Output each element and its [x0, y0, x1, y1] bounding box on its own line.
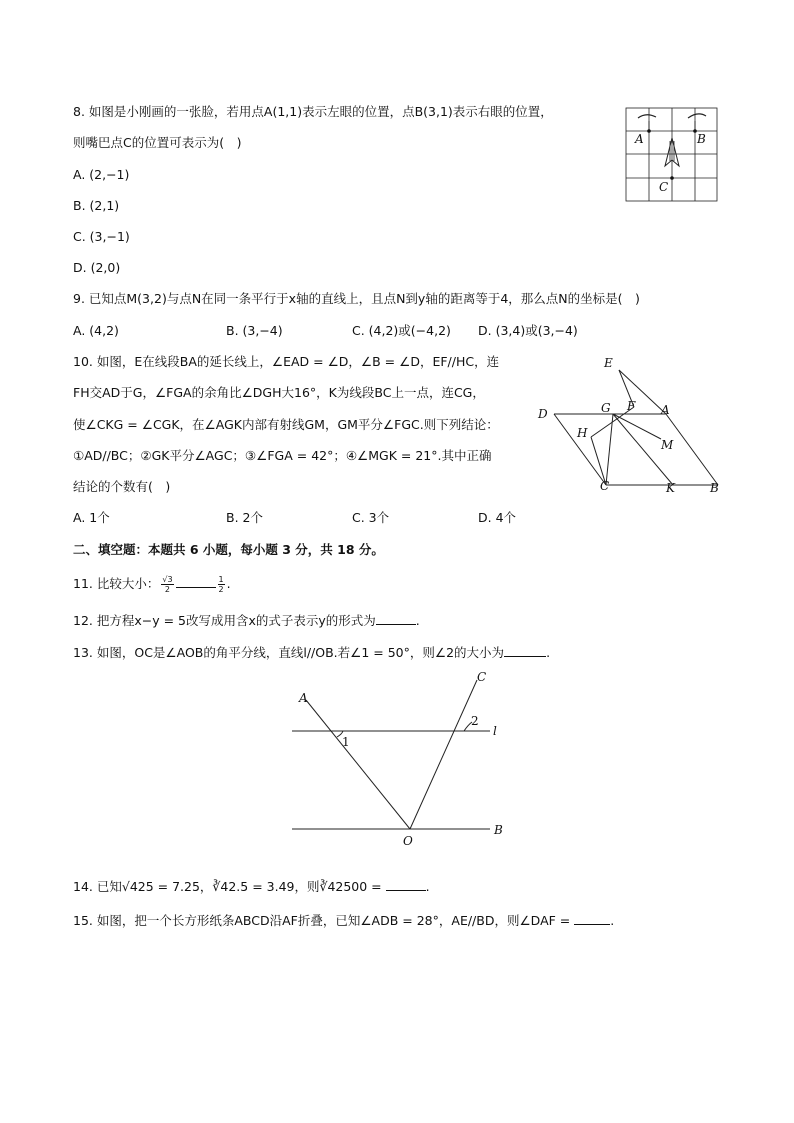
section2-heading: 二、填空题：本题共 6 小题，每小题 3 分，共 18 分。: [73, 542, 384, 557]
q9-option-a: A. (4,2): [73, 323, 119, 338]
q14-suffix: .: [425, 879, 430, 894]
q15-line: [73, 912, 614, 930]
label-e: E: [604, 356, 613, 370]
q8-option-a: A. (2,−1): [73, 167, 130, 182]
q11-answer-blank[interactable]: [176, 575, 216, 588]
q11-fraction-2: [218, 575, 225, 594]
q13-answer-blank[interactable]: [504, 644, 546, 657]
q10-stem-line5: 结论的个数有( ): [73, 479, 171, 494]
q12-line: [73, 612, 420, 630]
q11-fraction-1: [161, 575, 173, 594]
q12-stem: 12. 把方程x−y = 5改写成用含x的式子表示y的形式为: [73, 613, 376, 628]
label-c: C: [659, 180, 669, 194]
q10-option-a: A. 1个: [73, 510, 110, 525]
left-eyebrow-icon: [638, 115, 656, 118]
label-b: B: [494, 823, 503, 837]
q12-suffix: .: [415, 613, 420, 628]
q13-stem: 13. 如图，OC是∠AOB的角平分线，直线l//OB.若∠1 = 50°，则∠2的大小为: [73, 645, 505, 660]
q14-line: [73, 878, 430, 896]
point-a-dot: [647, 129, 651, 133]
q11-frac2-num: 1: [218, 575, 224, 584]
q9-stem: 9. 已知点M(3,2)与点N在同一条平行于x轴的直线上，且点N到y轴的距离等于4，那么点N的坐标是( ): [73, 291, 640, 306]
q13-geometry-figure: [290, 668, 510, 850]
q10-stem-line3: 使∠CKG = ∠CGK，在∠AGK内部有射线GM，GM平分∠FGC.则下列结论：: [73, 417, 499, 432]
label-d: D: [538, 407, 548, 421]
label-a: A: [635, 132, 644, 146]
q10-stem-line2: FH交AD于G，∠FGA的余角比∠DGH大16°，K为线段BC上一点，连CG，: [73, 385, 485, 400]
q9-option-c: C. (4,2)或(−4,2): [352, 323, 451, 338]
q8-option-c: C. (3,−1): [73, 229, 130, 244]
q8-stem-line2: 则嘴巴点C的位置可表示为( ): [73, 135, 242, 150]
label-a: A: [299, 691, 308, 705]
q9-option-b: B. (3,−4): [226, 323, 283, 338]
q10-option-c: C. 3个: [352, 510, 390, 525]
q15-answer-blank[interactable]: [574, 912, 610, 925]
label-c: C: [600, 479, 610, 493]
label-a: A: [661, 403, 670, 417]
q8-stem-line1: 8. 如图是小刚画的一张脸，若用点A(1,1)表示左眼的位置，点B(3,1)表示右眼的位置，: [73, 104, 553, 119]
q8-option-d: D. (2,0): [73, 260, 121, 275]
q12-answer-blank[interactable]: [376, 612, 416, 625]
q13-suffix: .: [546, 645, 551, 660]
q11-prefix: 11. 比较大小：: [73, 576, 160, 591]
q9-option-d: D. (3,4)或(3,−4): [478, 323, 578, 338]
q10-geometry-figure: [536, 352, 726, 498]
label-f: F: [627, 399, 636, 413]
label-b: B: [710, 481, 719, 495]
label-b: B: [697, 132, 706, 146]
label-g: G: [601, 401, 611, 415]
q15-suffix: .: [610, 913, 615, 928]
q14-stem: 14. 已知√425 = 7.25，∛42.5 = 3.49，则∛42500 =: [73, 879, 382, 894]
label-o: O: [403, 834, 413, 848]
label-l: l: [493, 724, 497, 738]
label-k: K: [666, 481, 675, 495]
q10-option-d: D. 4个: [478, 510, 517, 525]
q11-frac2-den: 2: [218, 585, 224, 594]
q10-stem-line1: 10. 如图，E在线段BA的延长线上，∠EAD = ∠D，∠B = ∠D，EF//HC，连: [73, 354, 500, 369]
q14-answer-blank[interactable]: [386, 878, 426, 891]
label-c: C: [477, 670, 487, 684]
q8-option-b: B. (2,1): [73, 198, 120, 213]
q11-line: [73, 575, 231, 594]
point-c-dot: [670, 176, 674, 180]
label-angle-2: 2: [471, 714, 479, 728]
q10-option-b: B. 2个: [226, 510, 263, 525]
q11-frac1-den: 2: [164, 585, 170, 594]
q11-suffix: .: [226, 576, 231, 591]
label-angle-1: 1: [342, 735, 350, 749]
label-m: M: [661, 438, 674, 452]
q11-frac1-num: √3: [162, 575, 173, 584]
grid-lines: [626, 108, 717, 201]
label-h: H: [577, 426, 588, 440]
q10-stem-line4: ①AD//BC；②GK平分∠AGC；③∠FGA = 42°；④∠MGK = 21°.其中正确: [73, 448, 492, 463]
q15-stem: 15. 如图，把一个长方形纸条ABCD沿AF折叠，已知∠ADB = 28°，AE//BD，则∠DAF =: [73, 913, 571, 928]
q8-face-grid-figure: [626, 108, 718, 202]
right-eyebrow-icon: [688, 114, 706, 118]
q13-line: [73, 644, 550, 662]
